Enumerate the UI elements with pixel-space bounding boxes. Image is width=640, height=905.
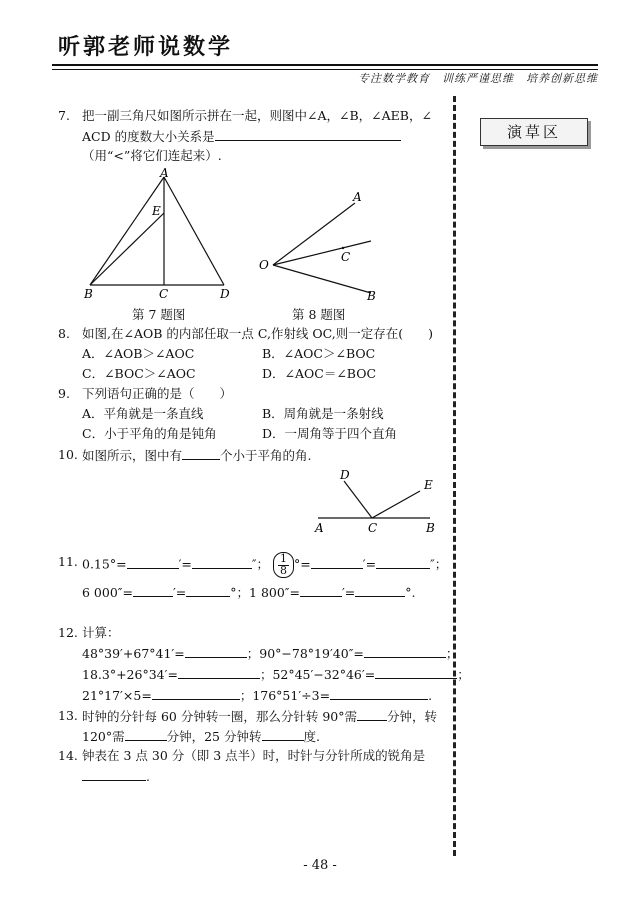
q12-row2: 18.3°+26°34′= ；52°45′−32°46′= ；	[82, 664, 470, 685]
q11-line2: 6 000″= ′= °；1 800″= ′= °.	[82, 582, 416, 603]
fig7-label-A: A	[160, 166, 169, 180]
q14-number: 14.	[58, 748, 78, 763]
header-slogan: 专注数学教育 训练严谨思维 培养创新思维	[358, 72, 598, 85]
q11-blank-1[interactable]	[127, 554, 179, 569]
q9-option-d[interactable]: D．一周角等于四个直角	[262, 426, 398, 441]
q8-option-d[interactable]: D．∠AOC＝∠BOC	[262, 366, 377, 381]
fig8-label-C: C	[341, 250, 351, 264]
page-number: - 48 -	[303, 858, 337, 873]
fig10-label-A: A	[315, 521, 324, 535]
fig8-label-A: A	[353, 190, 362, 204]
q11-blank-8[interactable]	[355, 582, 405, 597]
q12-row1: 48°39′+67°41′= ；90°−78°19′40″= ；	[82, 643, 458, 664]
q8-option-c[interactable]: C．∠BOC＞∠AOC	[82, 366, 196, 381]
q8-option-b[interactable]: B．∠AOC＞∠BOC	[262, 346, 376, 361]
fig7-label-D: D	[220, 287, 230, 301]
fig8-ray-OB	[273, 265, 371, 293]
q10-stem: 如图所示，图中有 个小于平角的角.	[82, 445, 312, 466]
q11-blank-2[interactable]	[192, 554, 252, 569]
q7-line1: 把一副三角尺如图所示拼在一起，则图中∠A，∠B，∠AEB，∠	[82, 108, 432, 123]
figure-8-angle	[255, 185, 385, 305]
q7-number: 7.	[58, 108, 70, 123]
fig7-line-AB	[90, 177, 164, 285]
fig7-line-BE	[90, 213, 164, 285]
fig8-caption: 第 8 题图	[292, 307, 346, 322]
q12-stem: 计算：	[82, 625, 120, 640]
q13-blank-1[interactable]	[357, 706, 387, 721]
q10-number: 10.	[58, 447, 78, 462]
q14-line2: .	[82, 766, 150, 787]
q7-answer-blank[interactable]	[215, 126, 401, 141]
fig8-ray-OC	[273, 241, 371, 265]
q13-line2: 120°需 分钟，25 分钟转 度.	[82, 726, 320, 747]
figure-7-triangles	[80, 165, 250, 305]
fig7-label-E: E	[152, 204, 161, 218]
q11-blank-4[interactable]	[376, 554, 430, 569]
q12-blank-5[interactable]	[152, 685, 240, 700]
q12-blank-1[interactable]	[185, 643, 247, 658]
q11-blank-3[interactable]	[311, 554, 363, 569]
q7-line2: ACD 的度数大小关系是	[82, 126, 401, 147]
fig8-label-B: B	[367, 289, 376, 303]
fig7-line-AD	[164, 177, 224, 285]
fig7-label-B: B	[84, 287, 93, 301]
q12-blank-6[interactable]	[330, 685, 428, 700]
q12-number: 12.	[58, 625, 78, 640]
fig8-point-C	[342, 247, 344, 249]
fig10-ray-CE	[372, 491, 420, 518]
q11-blank-6[interactable]	[186, 582, 230, 597]
q13-blank-3[interactable]	[262, 726, 304, 741]
fig8-label-O: O	[259, 258, 269, 272]
q14-line1: 钟表在 3 点 30 分（即 3 点半）时，时针与分针所成的锐角是	[82, 748, 426, 763]
q12-blank-2[interactable]	[364, 643, 446, 658]
q9-option-b[interactable]: B．周角就是一条射线	[262, 406, 384, 421]
q13-blank-2[interactable]	[125, 726, 167, 741]
q9-number: 9.	[58, 386, 70, 401]
fig10-label-E: E	[424, 478, 433, 492]
q12-blank-3[interactable]	[178, 664, 260, 679]
draft-column-divider	[453, 96, 456, 856]
q8-stem: 如图,在∠AOB 的内部任取一点 C,作射线 OC,则一定存在( )	[82, 326, 434, 341]
q9-option-c[interactable]: C．小于平角的角是钝角	[82, 426, 217, 441]
q11-line1: 0.15°= ′= ″； $\frac{1}{8}^\circ=$ ′= ″；	[82, 552, 448, 577]
q11-fraction: $\frac{1}{8}$	[273, 552, 294, 578]
q11-blank-5[interactable]	[133, 582, 173, 597]
q12-row3: 21°17′×5= ；176°51′÷3= .	[82, 685, 432, 706]
fig10-label-D: D	[340, 468, 350, 482]
fig10-ray-CD	[344, 481, 372, 518]
fig10-label-B: B	[426, 521, 435, 535]
q11-blank-7[interactable]	[300, 582, 342, 597]
q13-line1: 时钟的分针每 60 分钟转一圈，那么分针转 90°需 分钟，转	[82, 706, 437, 727]
q13-number: 13.	[58, 708, 78, 723]
fig7-label-C: C	[159, 287, 169, 301]
q14-answer-blank[interactable]	[82, 766, 146, 781]
fig10-label-C: C	[368, 521, 378, 535]
figure-10-angles	[310, 465, 440, 537]
q8-number: 8.	[58, 326, 70, 341]
q12-blank-4[interactable]	[375, 664, 457, 679]
q9-stem: 下列语句正确的是（ ）	[82, 386, 233, 401]
draft-area-label: 演草区	[480, 118, 588, 146]
header-title: 听郭老师说数学	[58, 35, 234, 60]
q7-line3: （用“<”将它们连起来）.	[82, 148, 222, 163]
header-rule-thick	[52, 64, 598, 66]
fig7-caption: 第 7 题图	[132, 307, 186, 322]
q10-answer-blank[interactable]	[182, 445, 220, 460]
q8-option-a[interactable]: A．∠AOB＞∠AOC	[82, 346, 195, 361]
q9-option-a[interactable]: A．平角就是一条直线	[82, 406, 204, 421]
q11-number: 11.	[58, 554, 78, 569]
